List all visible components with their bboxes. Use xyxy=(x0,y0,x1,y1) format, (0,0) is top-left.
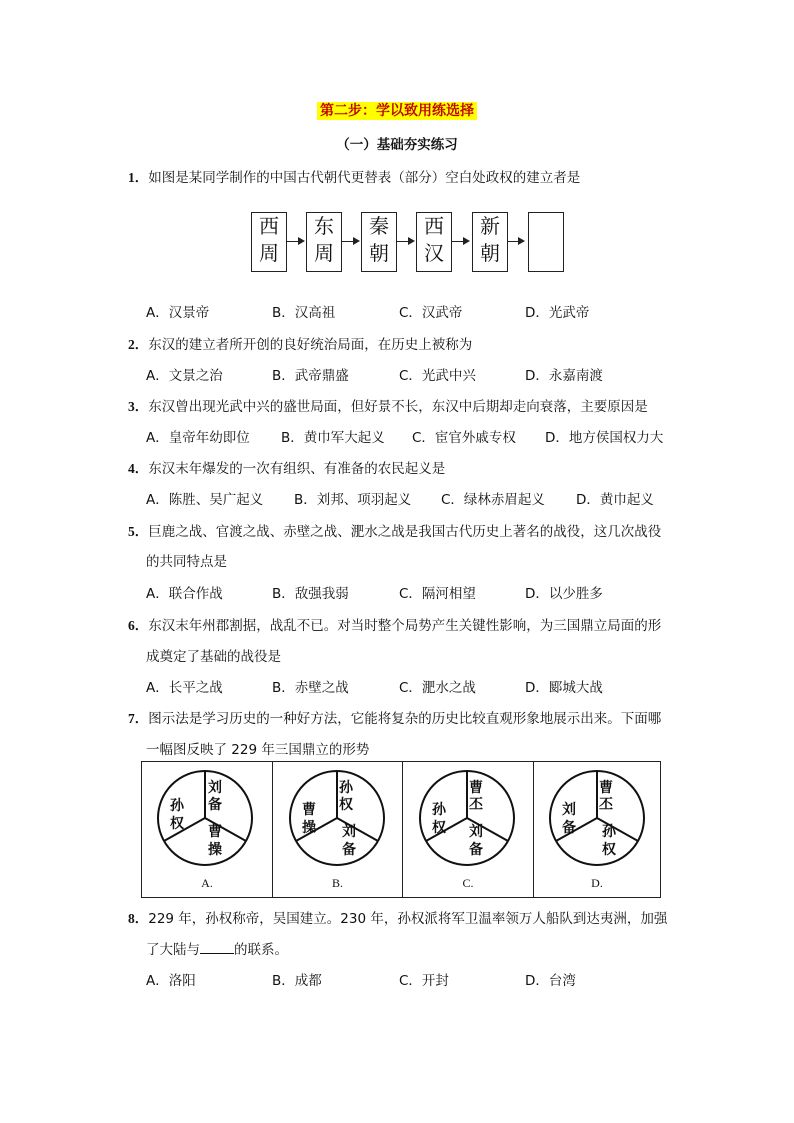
pie-label-1b: 备 xyxy=(208,797,222,813)
option-d[interactable]: D．永嘉南渡 xyxy=(525,368,603,384)
pie-label-2a: 曹 xyxy=(208,824,222,840)
pie-option-a[interactable] xyxy=(142,762,273,897)
question-7 xyxy=(128,707,661,727)
dynasty-box: 秦 朝 xyxy=(361,212,397,272)
option-b[interactable]: B．成都 xyxy=(272,973,322,989)
section-title: （一）基础夯实练习 xyxy=(336,137,458,153)
pie-option-d[interactable] xyxy=(534,762,660,897)
option-a[interactable]: A．文景之治 xyxy=(146,368,223,384)
option-b[interactable]: B．赤壁之战 xyxy=(272,680,349,696)
pie-option-label: C. xyxy=(462,876,474,890)
question-text: 东汉末年州郡割据，战乱不已。对当时整个局势产生关键性影响，为三国鼎立局面的形 xyxy=(148,618,662,634)
question-number: 1． xyxy=(128,170,149,185)
fill-in-blank xyxy=(200,941,234,954)
pie-label-3a: 孙 xyxy=(432,802,446,818)
text-before-blank: 了大陆与 xyxy=(146,942,200,958)
option-c[interactable]: C．隔河相望 xyxy=(399,586,476,602)
pie-option-b[interactable] xyxy=(273,762,403,897)
option-c[interactable]: C．宦官外戚专权 xyxy=(412,430,516,446)
pie-options-table xyxy=(141,761,661,898)
options-4 xyxy=(0,488,794,508)
arrow-head xyxy=(463,237,470,245)
dynasty-box: 新 朝 xyxy=(472,212,508,272)
question-text: 229 年，孙权称帝，吴国建立。230 年，孙权派将军卫温率领万人船队到达夷洲，加强 xyxy=(148,911,668,927)
option-d[interactable]: D．郾城大战 xyxy=(525,680,603,696)
pie-label-3a: 曹 xyxy=(302,802,316,818)
pie-label-2b: 备 xyxy=(342,842,356,858)
question-7-cont: 一幅图反映了 229 年三国鼎立的形势 xyxy=(146,742,370,758)
options-5 xyxy=(0,582,794,602)
pie-option-c[interactable] xyxy=(403,762,534,897)
question-6-cont: 成奠定了基础的战役是 xyxy=(146,649,281,665)
dynasty-box: 西 汉 xyxy=(416,212,452,272)
question-5 xyxy=(128,520,661,540)
pie-label-1b: 权 xyxy=(339,797,353,813)
option-b[interactable]: B．敌强我弱 xyxy=(272,586,349,602)
arrow-head xyxy=(298,237,305,245)
pie-chart xyxy=(534,762,660,874)
question-number: 5． xyxy=(128,524,149,539)
options-3 xyxy=(0,426,794,446)
pie-label-2b: 操 xyxy=(208,842,222,858)
option-a[interactable]: A．长平之战 xyxy=(146,680,223,696)
question-number: 2． xyxy=(128,337,149,352)
question-text: 图示法是学习历史的一种好方法，它能将复杂的历史比较直观形象地展示出来。下面哪 xyxy=(148,711,662,727)
option-b[interactable]: B．汉高祖 xyxy=(272,305,336,321)
question-number: 3． xyxy=(128,399,149,414)
step-title: 第二步：学以致用练选择 xyxy=(0,100,794,120)
option-c[interactable]: C．汉武帝 xyxy=(399,305,463,321)
option-a[interactable]: A．洛阳 xyxy=(146,973,196,989)
pie-label-2b: 备 xyxy=(469,842,483,858)
option-d[interactable]: D．台湾 xyxy=(525,973,576,989)
question-3 xyxy=(128,395,648,415)
pie-option-label: B. xyxy=(331,876,343,890)
options-1 xyxy=(0,301,794,321)
pie-label-2b: 权 xyxy=(602,842,616,858)
question-number: 7． xyxy=(128,711,149,726)
dynasty-box: 东 周 xyxy=(306,212,342,272)
pie-label-2a: 刘 xyxy=(469,824,483,840)
question-4 xyxy=(128,457,445,477)
option-c[interactable]: C．淝水之战 xyxy=(399,680,476,696)
question-1 xyxy=(128,166,580,186)
question-5-cont: 的共同特点是 xyxy=(146,554,227,570)
pie-label-1a: 孙 xyxy=(339,780,353,796)
pie-chart xyxy=(403,762,533,874)
dynasty-box: 西 周 xyxy=(251,212,287,272)
pie-chart xyxy=(273,762,402,874)
option-a[interactable]: A．陈胜、吴广起义 xyxy=(146,492,264,508)
option-d[interactable]: D．黄巾起义 xyxy=(576,492,654,508)
pie-label-1b: 丕 xyxy=(469,797,483,813)
question-text: 巨鹿之战、官渡之战、赤壁之战、淝水之战是我国古代历史上著名的战役，这几次战役 xyxy=(148,524,662,540)
pie-label-3a: 刘 xyxy=(562,802,576,818)
arrow-head xyxy=(518,237,525,245)
pie-option-label: A. xyxy=(201,876,213,890)
pie-label-3b: 操 xyxy=(302,820,316,836)
question-text: 东汉末年爆发的一次有组织、有准备的农民起义是 xyxy=(148,461,446,477)
pie-option-label: D. xyxy=(591,876,603,890)
blank-dynasty-box xyxy=(528,212,564,272)
pie-label-1b: 丕 xyxy=(599,797,613,813)
question-6 xyxy=(128,614,661,634)
option-a[interactable]: A．联合作战 xyxy=(146,586,223,602)
pie-chart xyxy=(142,762,272,874)
option-a[interactable]: A．皇帝年幼即位 xyxy=(146,430,250,446)
option-d[interactable]: D．以少胜多 xyxy=(525,586,603,602)
pie-label-3b: 权 xyxy=(432,820,446,836)
pie-label-1a: 曹 xyxy=(469,780,483,796)
question-text: 东汉的建立者所开创的良好统治局面，在历史上被称为 xyxy=(148,337,473,353)
text-after-blank: 的联系。 xyxy=(234,942,288,958)
question-2 xyxy=(128,333,472,353)
option-b[interactable]: B．黄巾军大起义 xyxy=(281,430,385,446)
arrow-head xyxy=(408,237,415,245)
question-number: 8． xyxy=(128,911,149,926)
option-d[interactable]: D．光武帝 xyxy=(525,305,590,321)
question-number: 6． xyxy=(128,618,149,633)
question-text: 东汉曾出现光武中兴的盛世局面，但好景不长，东汉中后期却走向衰落，主要原因是 xyxy=(148,399,648,415)
pie-label-3b: 权 xyxy=(170,816,184,832)
option-c[interactable]: C．光武中兴 xyxy=(399,368,476,384)
option-b[interactable]: B．刘邦、项羽起义 xyxy=(294,492,412,508)
options-8 xyxy=(0,969,794,989)
pie-label-1a: 曹 xyxy=(599,780,613,796)
options-6 xyxy=(0,676,794,696)
pie-label-3b: 备 xyxy=(562,820,576,836)
option-b[interactable]: B．武帝鼎盛 xyxy=(272,368,349,384)
arrow-head xyxy=(353,237,360,245)
options-2 xyxy=(0,364,794,384)
pie-label-2a: 刘 xyxy=(342,824,356,840)
pie-label-1a: 刘 xyxy=(208,780,222,796)
question-8 xyxy=(128,907,667,927)
option-d[interactable]: D．地方侯国权力大 xyxy=(545,430,664,446)
option-a[interactable]: A．汉景帝 xyxy=(146,305,210,321)
option-c[interactable]: C．开封 xyxy=(399,973,449,989)
question-8-cont xyxy=(146,938,288,958)
pie-label-3a: 孙 xyxy=(170,798,184,814)
question-text: 如图是某同学制作的中国古代朝代更替表（部分）空白处政权的建立者是 xyxy=(148,170,581,186)
pie-label-2a: 孙 xyxy=(602,824,616,840)
question-number: 4． xyxy=(128,461,149,476)
option-c[interactable]: C．绿林赤眉起义 xyxy=(441,492,545,508)
